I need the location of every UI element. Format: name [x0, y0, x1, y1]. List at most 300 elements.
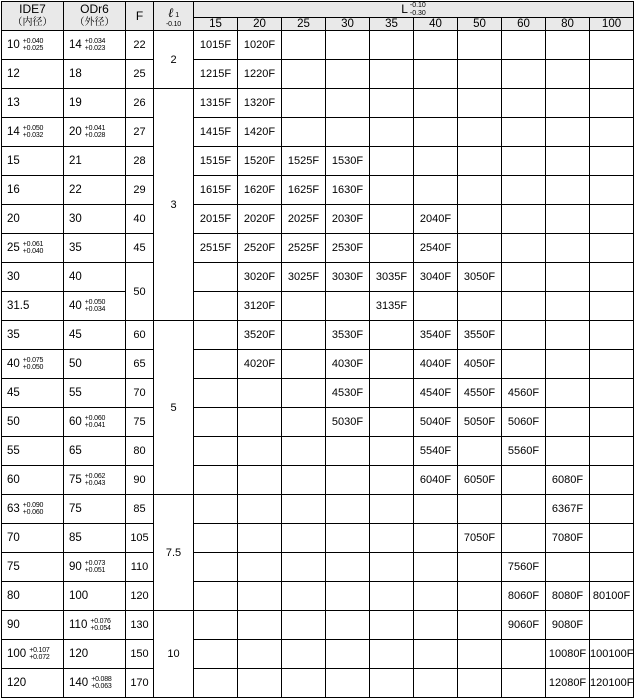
cell-part-number: 80100F	[590, 582, 634, 611]
cell-empty	[458, 205, 502, 234]
cell-empty	[282, 524, 326, 553]
table-row	[2, 611, 634, 640]
cell-part-number: 5030F	[326, 408, 370, 437]
cell-empty	[546, 437, 590, 466]
cell-part-number: 1320F	[238, 89, 282, 118]
cell-part-number: 1525F	[282, 147, 326, 176]
cell-empty	[414, 669, 458, 698]
cell-part-number: 4050F	[458, 350, 502, 379]
cell-part-number: 3025F	[282, 263, 326, 292]
cell-empty	[414, 553, 458, 582]
cell-empty	[502, 147, 546, 176]
cell-od-value: 20	[69, 126, 82, 139]
cell-od-value: 18	[69, 68, 82, 81]
cell-id	[2, 408, 64, 437]
cell-empty	[458, 89, 502, 118]
cell-part-number: 2540F	[414, 234, 458, 263]
cell-empty	[370, 495, 414, 524]
header-row-main	[2, 2, 634, 18]
cell-part-number: 7050F	[458, 524, 502, 553]
header-l-tol-upper: -0.10	[409, 2, 426, 10]
cell-part-number: 9060F	[502, 611, 546, 640]
cell-od-value: 55	[69, 387, 82, 400]
table-row	[2, 118, 634, 147]
cell-part-number: 3530F	[326, 321, 370, 350]
cell-empty	[370, 60, 414, 89]
cell-empty	[370, 524, 414, 553]
cell-f: 29	[126, 176, 154, 205]
cell-empty	[282, 321, 326, 350]
cell-part-number: 2030F	[326, 205, 370, 234]
cell-empty	[194, 350, 238, 379]
cell-empty	[458, 31, 502, 60]
cell-empty	[546, 292, 590, 321]
cell-id-value: 60	[7, 474, 20, 487]
cell-od	[64, 263, 126, 292]
cell-id	[2, 350, 64, 379]
header-l-35: 35	[370, 18, 414, 31]
cell-empty	[502, 321, 546, 350]
cell-empty	[326, 669, 370, 698]
cell-empty	[370, 640, 414, 669]
cell-empty	[370, 321, 414, 350]
cell-empty	[370, 408, 414, 437]
cell-empty	[282, 466, 326, 495]
header-l-30: 30	[326, 18, 370, 31]
cell-part-number: 1620F	[238, 176, 282, 205]
cell-empty	[282, 118, 326, 147]
cell-id-value: 120	[7, 677, 27, 690]
cell-empty	[590, 321, 634, 350]
cell-empty	[194, 437, 238, 466]
cell-empty	[370, 553, 414, 582]
cell-empty	[502, 466, 546, 495]
table-row	[2, 234, 634, 263]
cell-od-value: 85	[69, 532, 82, 545]
table-row	[2, 350, 634, 379]
cell-empty	[370, 611, 414, 640]
cell-f: 150	[126, 640, 154, 669]
cell-f: 60	[126, 321, 154, 350]
cell-empty	[238, 466, 282, 495]
cell-empty	[370, 350, 414, 379]
cell-empty	[414, 524, 458, 553]
cell-part-number: 2515F	[194, 234, 238, 263]
cell-empty	[282, 60, 326, 89]
cell-od	[64, 640, 126, 669]
cell-part-number: 5060F	[502, 408, 546, 437]
cell-f: 27	[126, 118, 154, 147]
cell-empty	[282, 292, 326, 321]
cell-empty	[238, 437, 282, 466]
table-row	[2, 379, 634, 408]
cell-empty	[370, 89, 414, 118]
cell-empty	[458, 60, 502, 89]
cell-empty	[546, 379, 590, 408]
cell-empty	[282, 437, 326, 466]
cell-empty	[238, 640, 282, 669]
cell-empty	[414, 118, 458, 147]
cell-empty	[238, 553, 282, 582]
cell-empty	[326, 466, 370, 495]
cell-empty	[546, 234, 590, 263]
cell-empty	[238, 495, 282, 524]
cell-empty	[194, 379, 238, 408]
cell-empty	[502, 350, 546, 379]
cell-part-number: 7560F	[502, 553, 546, 582]
cell-empty	[194, 611, 238, 640]
cell-od-tolerance: +0.041 +0.028	[84, 125, 106, 140]
cell-id-value: 50	[7, 416, 20, 429]
cell-empty	[546, 147, 590, 176]
header-l-label: L	[401, 2, 408, 16]
cell-part-number: 5560F	[502, 437, 546, 466]
cell-f: 120	[126, 582, 154, 611]
cell-empty	[458, 147, 502, 176]
cell-empty	[326, 60, 370, 89]
table-row	[2, 147, 634, 176]
cell-id	[2, 611, 64, 640]
cell-empty	[414, 89, 458, 118]
cell-od-value: 110	[69, 619, 88, 632]
cell-id-tolerance: +0.090 +0.060	[22, 502, 44, 517]
cell-empty	[326, 495, 370, 524]
cell-empty	[326, 524, 370, 553]
cell-empty	[458, 437, 502, 466]
cell-empty	[282, 379, 326, 408]
cell-id	[2, 582, 64, 611]
cell-empty	[370, 466, 414, 495]
table-row	[2, 408, 634, 437]
cell-empty	[502, 263, 546, 292]
cell-id	[2, 437, 64, 466]
table-row	[2, 60, 634, 89]
cell-f: 22	[126, 31, 154, 60]
spec-table-sheet	[0, 1, 634, 691]
cell-f: 65	[126, 350, 154, 379]
cell-id-value: 14	[7, 126, 20, 139]
cell-od-value: 40	[69, 300, 82, 313]
cell-empty	[458, 640, 502, 669]
cell-id-tolerance: +0.075 +0.050	[22, 357, 44, 372]
table-row	[2, 205, 634, 234]
cell-empty	[590, 147, 634, 176]
cell-empty	[590, 60, 634, 89]
cell-empty	[458, 495, 502, 524]
cell-od	[64, 118, 126, 147]
cell-part-number: 2530F	[326, 234, 370, 263]
cell-id	[2, 176, 64, 205]
cell-empty	[414, 60, 458, 89]
cell-od-tolerance: +0.050 +0.034	[84, 299, 106, 314]
cell-part-number: 1615F	[194, 176, 238, 205]
cell-empty	[458, 582, 502, 611]
cell-empty	[546, 263, 590, 292]
cell-empty	[370, 669, 414, 698]
cell-empty	[458, 234, 502, 263]
cell-od-value: 60	[69, 416, 82, 429]
cell-od-tolerance: +0.088 +0.063	[91, 676, 112, 691]
cell-empty	[590, 205, 634, 234]
cell-od	[64, 553, 126, 582]
cell-id	[2, 31, 64, 60]
cell-empty	[194, 263, 238, 292]
cell-id	[2, 118, 64, 147]
cell-f: 90	[126, 466, 154, 495]
cell-od	[64, 379, 126, 408]
cell-id	[2, 466, 64, 495]
header-l-tol-lower: -0.30	[409, 9, 426, 17]
cell-empty	[326, 437, 370, 466]
cell-od-value: 19	[69, 97, 82, 110]
cell-empty	[502, 89, 546, 118]
cell-od	[64, 176, 126, 205]
cell-empty	[326, 89, 370, 118]
cell-empty	[590, 176, 634, 205]
header-l-20: 20	[238, 18, 282, 31]
cell-empty	[590, 553, 634, 582]
cell-f: 80	[126, 437, 154, 466]
cell-empty	[194, 582, 238, 611]
cell-part-number: 6367F	[546, 495, 590, 524]
cell-part-number: 3550F	[458, 321, 502, 350]
cell-part-number: 1530F	[326, 147, 370, 176]
cell-part-number: 4040F	[414, 350, 458, 379]
cell-part-number: 2040F	[414, 205, 458, 234]
header-id-line2: （内径）	[12, 17, 53, 29]
cell-l1: 10	[154, 611, 194, 698]
cell-part-number: 5040F	[414, 408, 458, 437]
cell-empty	[370, 582, 414, 611]
cell-part-number: 1520F	[238, 147, 282, 176]
cell-empty	[238, 524, 282, 553]
cell-empty	[326, 292, 370, 321]
cell-empty	[238, 582, 282, 611]
cell-part-number: 3040F	[414, 263, 458, 292]
header-l1-sub: 1	[175, 11, 180, 19]
cell-id-value: 75	[7, 561, 20, 574]
cell-empty	[414, 495, 458, 524]
cell-part-number: 8080F	[546, 582, 590, 611]
cell-empty	[546, 60, 590, 89]
cell-empty	[590, 89, 634, 118]
dimension-table	[1, 1, 634, 698]
cell-id	[2, 234, 64, 263]
cell-id-value: 35	[7, 329, 20, 342]
cell-id-value: 70	[7, 532, 20, 545]
cell-empty	[502, 292, 546, 321]
cell-empty	[194, 524, 238, 553]
cell-part-number: 7080F	[546, 524, 590, 553]
cell-part-number: 1515F	[194, 147, 238, 176]
cell-empty	[414, 176, 458, 205]
cell-empty	[370, 147, 414, 176]
cell-part-number: 6050F	[458, 466, 502, 495]
cell-empty	[590, 466, 634, 495]
cell-part-number: 1220F	[238, 60, 282, 89]
header-l1	[154, 2, 194, 31]
cell-empty	[546, 408, 590, 437]
cell-empty	[458, 118, 502, 147]
cell-id-value: 40	[7, 358, 20, 371]
cell-empty	[546, 321, 590, 350]
header-id	[2, 2, 64, 31]
cell-od	[64, 524, 126, 553]
cell-id-value: 13	[7, 97, 20, 110]
cell-f: 45	[126, 234, 154, 263]
cell-part-number: 2025F	[282, 205, 326, 234]
cell-empty	[282, 31, 326, 60]
cell-od	[64, 669, 126, 698]
table-row	[2, 582, 634, 611]
cell-empty	[502, 640, 546, 669]
cell-part-number: 1415F	[194, 118, 238, 147]
cell-id-tolerance: +0.050 +0.032	[22, 125, 44, 140]
cell-empty	[590, 408, 634, 437]
header-f: F	[126, 2, 154, 31]
cell-empty	[546, 205, 590, 234]
cell-od	[64, 582, 126, 611]
cell-empty	[590, 118, 634, 147]
cell-f: 40	[126, 205, 154, 234]
cell-part-number: 1625F	[282, 176, 326, 205]
cell-od-value: 120	[69, 648, 89, 661]
table-row	[2, 524, 634, 553]
cell-empty	[414, 611, 458, 640]
cell-part-number: 3035F	[370, 263, 414, 292]
header-od-line1: ODr6	[80, 2, 109, 17]
cell-empty	[194, 408, 238, 437]
table-row	[2, 89, 634, 118]
cell-id-value: 25	[7, 242, 20, 255]
cell-empty	[502, 495, 546, 524]
cell-id	[2, 553, 64, 582]
cell-od-value: 140	[69, 677, 89, 690]
cell-od	[64, 60, 126, 89]
cell-empty	[282, 611, 326, 640]
cell-id	[2, 379, 64, 408]
cell-empty	[370, 31, 414, 60]
cell-part-number: 4530F	[326, 379, 370, 408]
cell-empty	[590, 263, 634, 292]
cell-id-tolerance: +0.061 +0.040	[22, 241, 44, 256]
cell-empty	[458, 611, 502, 640]
cell-f: 28	[126, 147, 154, 176]
cell-empty	[590, 350, 634, 379]
header-l-80: 80	[546, 18, 590, 31]
cell-part-number: 10080F	[546, 640, 590, 669]
cell-empty	[238, 611, 282, 640]
cell-od-value: 35	[69, 242, 82, 255]
cell-id	[2, 640, 64, 669]
cell-od-tolerance: +0.073 +0.051	[84, 560, 106, 575]
header-l	[194, 2, 634, 18]
cell-part-number: 3030F	[326, 263, 370, 292]
cell-empty	[194, 640, 238, 669]
cell-f: 75	[126, 408, 154, 437]
cell-id-value: 16	[7, 184, 20, 197]
cell-part-number: 5540F	[414, 437, 458, 466]
cell-id	[2, 205, 64, 234]
cell-part-number: 4560F	[502, 379, 546, 408]
cell-empty	[326, 611, 370, 640]
cell-od-value: 100	[69, 590, 89, 603]
cell-id-tolerance: +0.107 +0.072	[29, 647, 50, 662]
cell-part-number: 3135F	[370, 292, 414, 321]
cell-empty	[238, 408, 282, 437]
header-od	[64, 2, 126, 31]
cell-od	[64, 408, 126, 437]
cell-empty	[414, 31, 458, 60]
table-row	[2, 466, 634, 495]
cell-id	[2, 292, 64, 321]
cell-empty	[370, 118, 414, 147]
cell-f: 50	[126, 263, 154, 321]
cell-id	[2, 524, 64, 553]
cell-empty	[194, 669, 238, 698]
header-l-60: 60	[502, 18, 546, 31]
cell-empty	[194, 321, 238, 350]
header-l-15: 15	[194, 18, 238, 31]
cell-empty	[458, 292, 502, 321]
cell-od	[64, 611, 126, 640]
cell-empty	[370, 437, 414, 466]
cell-od-value: 40	[69, 271, 82, 284]
cell-id-value: 15	[7, 155, 20, 168]
cell-empty	[282, 350, 326, 379]
cell-empty	[326, 118, 370, 147]
cell-part-number: 4020F	[238, 350, 282, 379]
cell-od	[64, 234, 126, 263]
cell-part-number: 1420F	[238, 118, 282, 147]
cell-empty	[370, 234, 414, 263]
cell-od-value: 22	[69, 184, 82, 197]
cell-empty	[414, 582, 458, 611]
cell-od	[64, 350, 126, 379]
cell-f: 85	[126, 495, 154, 524]
cell-id-value: 45	[7, 387, 20, 400]
cell-empty	[282, 640, 326, 669]
cell-l1: 2	[154, 31, 194, 89]
cell-empty	[238, 379, 282, 408]
cell-part-number: 4550F	[458, 379, 502, 408]
cell-empty	[502, 60, 546, 89]
cell-od-value: 30	[69, 213, 82, 226]
cell-od-tolerance: +0.060 +0.041	[84, 415, 106, 430]
cell-f: 110	[126, 553, 154, 582]
cell-empty	[458, 176, 502, 205]
cell-od-tolerance: +0.076 +0.054	[90, 618, 111, 633]
cell-od	[64, 495, 126, 524]
cell-empty	[414, 640, 458, 669]
cell-id-value: 10	[7, 39, 20, 52]
table-row	[2, 263, 634, 292]
header-id-line1: IDE7	[19, 2, 46, 17]
cell-empty	[590, 31, 634, 60]
cell-part-number: 120100F	[590, 669, 634, 698]
cell-id-value: 31.5	[7, 300, 30, 313]
cell-f: 25	[126, 60, 154, 89]
header-l1-symbol: ℓ	[167, 4, 174, 20]
cell-empty	[502, 524, 546, 553]
cell-id	[2, 60, 64, 89]
cell-part-number: 3540F	[414, 321, 458, 350]
cell-empty	[546, 89, 590, 118]
cell-empty	[590, 234, 634, 263]
cell-part-number: 1020F	[238, 31, 282, 60]
cell-id-value: 30	[7, 271, 20, 284]
cell-od	[64, 147, 126, 176]
